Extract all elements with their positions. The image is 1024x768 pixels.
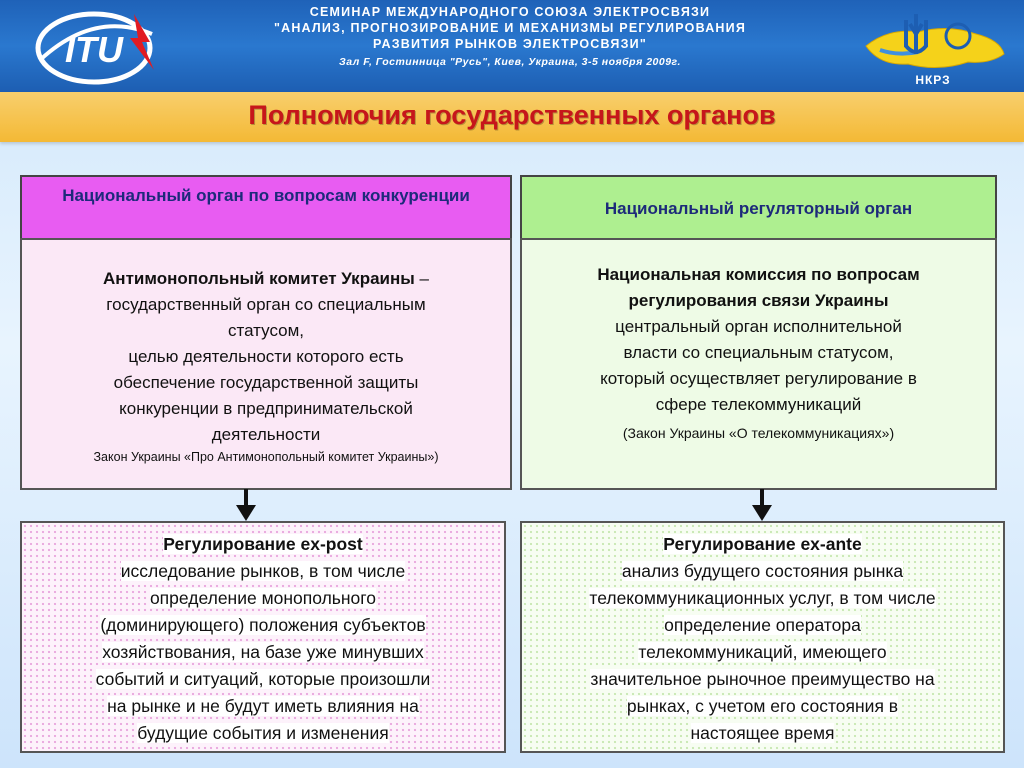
- page-title: Полномочия государственных органов: [248, 100, 776, 130]
- right-body-bold: Национальная комиссия по вопросам: [597, 265, 920, 284]
- right-header-box: [520, 175, 997, 240]
- ex-ante-line: анализ будущего состояния рынка: [621, 561, 904, 581]
- right-body-line: власти со специальным статусом,: [623, 343, 894, 362]
- ex-post-line: исследование рынков, в том числе: [120, 561, 406, 581]
- right-body-box: [520, 238, 997, 490]
- ex-ante-line: значительное рыночное преимущество на: [590, 669, 935, 689]
- ex-post-title: Регулирование ex-post: [163, 534, 363, 554]
- left-body-line: целью деятельности которого есть: [128, 347, 404, 366]
- ex-ante-line: телекоммуникаций, имеющего: [638, 642, 887, 662]
- left-body-text: [30, 266, 502, 466]
- ex-ante-title: Регулирование ex-ante: [663, 534, 862, 554]
- right-body-line: сфере телекоммуникаций: [655, 395, 862, 414]
- ex-ante-line: телекоммуникационных услуг, в том числе: [589, 588, 936, 608]
- ex-ante-line: рынках, с учетом его состояния в: [626, 696, 899, 716]
- ex-post-line: на рынке и не будут иметь влияния на: [107, 696, 419, 716]
- left-body-line: государственный орган со специальным: [106, 295, 426, 314]
- nkrz-label: НКРЗ: [915, 73, 951, 87]
- arrow-down-icon: [750, 489, 774, 523]
- left-body-bold: Антимонопольный комитет Украины: [103, 269, 415, 288]
- right-header-text: Национальный регуляторный орган: [604, 199, 913, 218]
- ex-ante-line: настоящее время: [690, 723, 835, 743]
- right-body-bold: регулирования связи Украины: [628, 291, 889, 310]
- left-body-dash: –: [414, 269, 429, 288]
- itu-logo-text: ITU: [65, 29, 123, 70]
- banner-line-4: Зал F, Гостинница "Русь", Киев, Украина, 3-5 ноября 2009г.: [339, 56, 681, 68]
- left-header-box: [20, 175, 512, 240]
- banner-text: [180, 4, 840, 70]
- left-body-box: [20, 238, 512, 490]
- right-body-line: центральный орган исполнительной: [615, 317, 902, 336]
- banner-line-3: РАЗВИТИЯ РЫНКОВ ЭЛЕКТРОСВЯЗИ": [373, 37, 647, 51]
- left-header-text: Национальный орган по вопросам конкуренции: [62, 186, 470, 205]
- ex-post-line: (доминирующего) положения субъектов: [100, 615, 426, 635]
- right-law-reference: (Закон Украины «О телекоммуникациях»): [622, 425, 895, 441]
- title-strip: [0, 92, 1024, 142]
- left-law-reference: Закон Украины «Про Антимонопольный комитет Украины»): [93, 450, 439, 464]
- left-body-line: обеспечение государственной защиты: [113, 373, 419, 392]
- itu-logo: [22, 8, 172, 86]
- right-body-text: [530, 262, 987, 444]
- arrow-down-icon: [234, 489, 258, 523]
- ex-post-box: [20, 521, 506, 753]
- left-body-line: деятельности: [211, 425, 321, 444]
- ex-ante-line: определение оператора: [664, 615, 861, 635]
- right-body-line: который осуществляет регулирование в: [600, 369, 917, 388]
- ex-post-line: событий и ситуаций, которые произошли: [95, 669, 431, 689]
- ex-post-line: определение монопольного: [149, 588, 377, 608]
- ex-post-line: хозяйствования, на базе уже минувших: [102, 642, 424, 662]
- header-banner: [0, 0, 1024, 92]
- left-body-line: конкуренции в предпринимательской: [119, 399, 413, 418]
- ex-post-line: будущие события и изменения: [137, 723, 389, 743]
- banner-line-1: СЕМИНАР МЕЖДУНАРОДНОГО СОЮЗА ЭЛЕКТРОСВЯЗИ: [309, 5, 711, 19]
- ex-ante-box: [520, 521, 1005, 753]
- ex-ante-text: [528, 531, 997, 747]
- left-body-line: статусом,: [227, 321, 305, 340]
- banner-line-2: "АНАЛИЗ, ПРОГНОЗИРОВАНИЕ И МЕХАНИЗМЫ РЕГУЛИРОВАНИЯ: [273, 21, 747, 35]
- ex-post-text: [28, 531, 498, 747]
